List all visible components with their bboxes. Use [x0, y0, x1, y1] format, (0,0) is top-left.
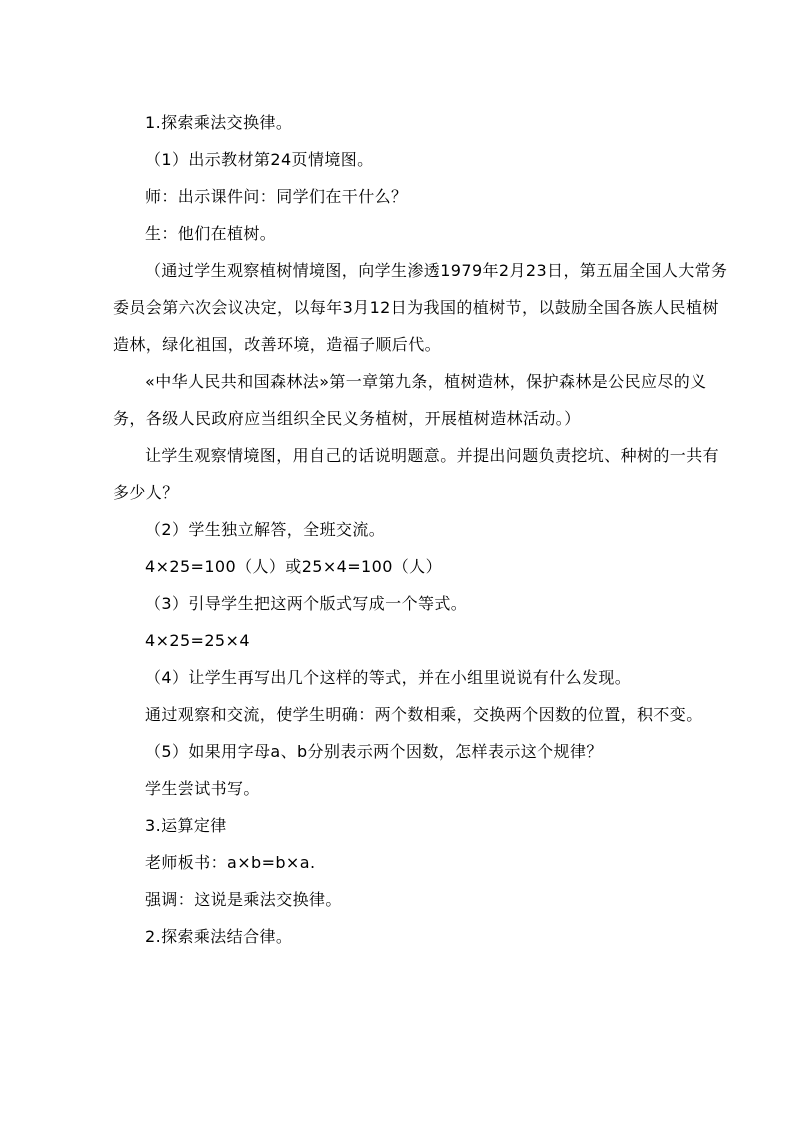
teacher-board: 老师板书：a×b=b×a. — [145, 853, 316, 872]
student-write: 学生尝试书写。 — [145, 779, 260, 798]
document-body — [113, 104, 733, 955]
step-5-letters: （5）如果用字母a、b分别表示两个因数，怎样表示这个规律？ — [145, 742, 603, 761]
teacher-question: 师：出示课件问：同学们在干什么？ — [145, 187, 408, 206]
section-heading-associative: 2.探索乘法结合律。 — [145, 927, 293, 946]
observe-question: 让学生观察情境图，用自己的话说明题意。并提出问题负责挖坑、种树的一共有多少人？ — [113, 446, 720, 502]
arbor-day-note: （通过学生观察植树情境图，向学生渗透1979年2月23日，第五届全国人大常务委员会第六次会议决定，以每年3月12日为我国的植树节，以鼓励全国各族人民植树造林，绿化祖国，改善环境，造福子顺后代。 — [113, 261, 728, 354]
step-2-solve: （2）学生独立解答，全班交流。 — [145, 520, 386, 539]
forest-law-note: «中华人民共和国森林法»第一章第九条，植树造林，保护森林是公民应尽的义务，各级人民政府应当组织全民义务植树，开展植树造林活动。） — [113, 372, 707, 428]
step-1-show-image: （1）出示教材第24页情境图。 — [145, 150, 374, 169]
equation-solutions: 4×25=100（人）或25×4=100（人） — [145, 557, 442, 576]
section-heading-commutative: 1.探索乘法交换律。 — [145, 113, 293, 132]
section-heading-laws: 3.运算定律 — [145, 816, 227, 835]
emphasis-text: 强调：这说是乘法交换律。 — [145, 890, 342, 909]
step-3-combine: （3）引导学生把这两个版式写成一个等式。 — [145, 594, 468, 613]
equation-equality: 4×25=25×4 — [145, 631, 250, 650]
step-4-more-examples: （4）让学生再写出几个这样的等式，并在小组里说说有什么发现。 — [145, 668, 632, 687]
student-answer: 生：他们在植树。 — [145, 224, 277, 243]
conclusion-text: 通过观察和交流，使学生明确：两个数相乘，交换两个因数的位置，积不变。 — [145, 705, 703, 724]
